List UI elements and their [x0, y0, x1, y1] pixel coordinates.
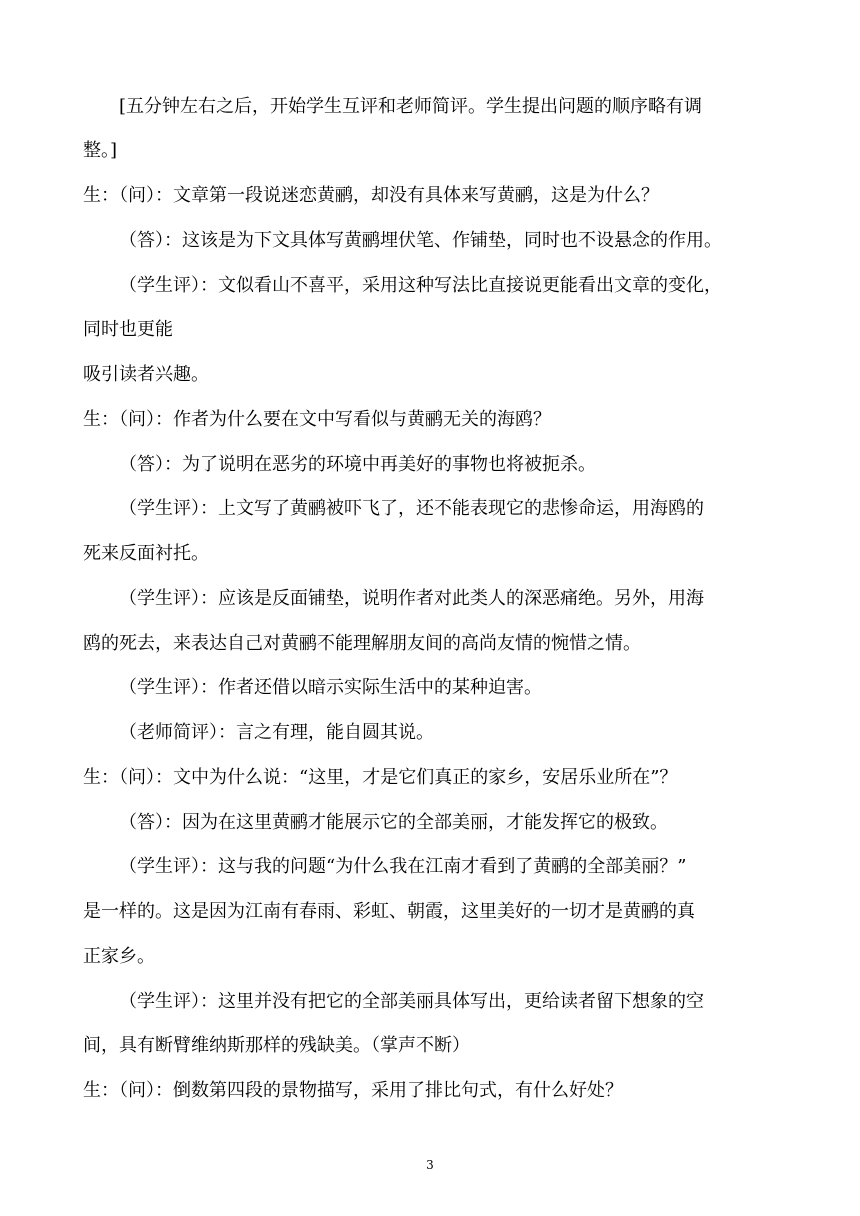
text-line: 正家乡。 [83, 946, 155, 967]
text-line: （学生评）：作者还借以暗示实际生活中的某种迫害。 [119, 677, 542, 698]
text-line: （学生评）：这里并没有把它的全部美丽具体写出，更给读者留下想象的空 [119, 991, 704, 1012]
text-line: 吸引读者兴趣。 [83, 364, 209, 385]
text-line: 整。] [83, 140, 118, 161]
text-line: [五分钟左右之后，开始学生互评和老师简评。学生提出问题的顺序略有调 [119, 96, 703, 117]
text-line: 生：（问）：文中为什么说：“这里，才是它们真正的家乡，安居乐业所在”？ [83, 767, 678, 788]
text-line: （答）：为了说明在恶劣的环境中再美好的事物也将被扼杀。 [119, 454, 596, 475]
text-line: 同时也更能 [83, 319, 173, 340]
text-line: 鸥的死去，来表达自己对黄鹂不能理解朋友间的高尚友情的惋惜之情。 [83, 633, 641, 654]
text-line: 间，具有断臂维纳斯那样的残缺美。（掌声不断） [83, 1035, 470, 1056]
text-line: （答）：这该是为下文具体写黄鹂埋伏笔、作铺垫，同时也不设悬念的作用。 [119, 230, 722, 251]
text-line: （老师简评）：言之有理，能自圆其说。 [119, 722, 434, 743]
text-line: （学生评）：应该是反面铺垫，说明作者对此类人的深恶痛绝。另外，用海 [119, 588, 704, 609]
text-line: （学生评）：上文写了黄鹂被吓飞了，还不能表现它的悲惨命运，用海鸥的 [119, 498, 704, 519]
text-line: 死来反面衬托。 [83, 543, 209, 564]
text-line: （答）：因为在这里黄鹂才能展示它的全部美丽，才能发挥它的极致。 [119, 812, 668, 833]
text-line: 生：（问）：作者为什么要在文中写看似与黄鹂无关的海鸥？ [83, 409, 551, 430]
page-number: 3 [426, 1158, 434, 1172]
text-line: 生：（问）：倒数第四段的景物描写，采用了排比句式，有什么好处？ [83, 1080, 623, 1101]
text-line: 生：（问）：文章第一段说迷恋黄鹂，却没有具体来写黄鹂，这是为什么？ [83, 185, 659, 206]
text-line: （学生评）：文似看山不喜平，采用这种写法比直接说更能看出文章的变化， [119, 275, 722, 296]
text-line: 是一样的。这是因为江南有春雨、彩虹、朝霞，这里美好的一切才是黄鹂的真 [83, 901, 695, 922]
text-line: （学生评）：这与我的问题“为什么我在江南才看到了黄鹂的全部美丽？” [119, 856, 687, 877]
